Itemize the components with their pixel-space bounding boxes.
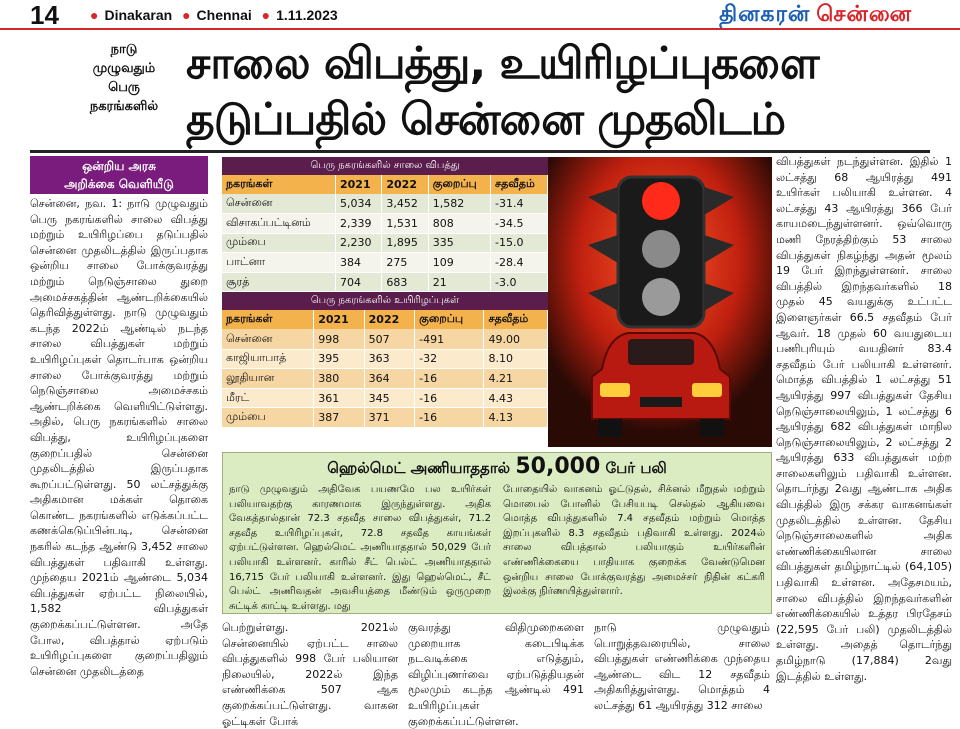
table-cell: சென்னை — [222, 329, 314, 349]
headline-divider — [30, 150, 930, 153]
helmet-title-post: பேர் பலி — [605, 459, 667, 477]
table-row — [222, 329, 548, 349]
bullet-icon: ● — [182, 7, 191, 23]
table-cell: 21 — [428, 272, 490, 292]
stats-tables — [222, 157, 548, 428]
deaths-table — [222, 310, 548, 427]
kicker-line: நாடு — [110, 42, 138, 57]
table-cell: -32 — [415, 349, 484, 369]
helmet-title-number: 50,000 — [515, 454, 601, 479]
traffic-light-car-icon — [548, 157, 772, 447]
table-cell: 998 — [314, 329, 364, 349]
table-header-cell: குறைப்பு — [428, 175, 490, 194]
table-header-cell: 2021 — [335, 175, 381, 194]
helmet-text-left: நாடு முழுவதும் அதிவேக பயணமே பல உயிர்கள் பலியாவதற்கு காரணமாக இருந்துள்ளது. அதிக வேகத்தால்தான் 72.3 சதவீத சாலை விபத்துகள், 71.2 சதவீத உயிரிழப்புகள், 72.8 சதவீத காயங்கள் ஏற்பட்டுள்ளன. ஹெல்மெட் அணியாததால் 50,029 பேர் பலியாகி உள்ளனர். காரில் சீட் பெல்ட் அணியாததால் 16,715 பேர் பலியாகி உள்ளனர். இது ஹெல்மெட், சீட் பெல்ட் அணிவதன் அவசியத்தை மீண்டும் ஒருமுறை சுட்டிக் காட்டி உள்ளது. மது — [229, 484, 491, 612]
table-cell: 8.10 — [484, 349, 548, 369]
table-cell: சென்னை — [222, 194, 335, 214]
headline-line: சாலை விபத்து, உயிரிழப்புகளை — [186, 38, 819, 89]
table-cell: 4.21 — [484, 369, 548, 389]
table-row — [222, 253, 548, 273]
table-title-deaths: பெரு நகரங்களில் உயிரிழப்புகள் — [222, 292, 548, 310]
table-row — [222, 214, 548, 234]
table-cell: 384 — [335, 253, 381, 273]
kicker-line: முழுவதும் — [92, 61, 156, 76]
table-cell: லூதியான — [222, 369, 314, 389]
table-cell: -16 — [415, 408, 484, 428]
table-header-cell: 2022 — [364, 310, 414, 329]
table-cell: -15.0 — [491, 233, 548, 253]
masthead-meta — [84, 7, 338, 23]
publication-name: Dinakaran — [104, 7, 173, 23]
table-cell: 5,034 — [335, 194, 381, 214]
table-header-cell: குறைப்பு — [415, 310, 484, 329]
table-cell: 4.13 — [484, 408, 548, 428]
table-cell: 49.00 — [484, 329, 548, 349]
table-cell: விசாகப்பட்டினம் — [222, 214, 335, 234]
brand-city: சென்னை — [816, 2, 912, 27]
table-header-cell: சதவீதம் — [491, 175, 548, 194]
bullet-icon: ● — [90, 7, 99, 23]
masthead-bar — [0, 0, 960, 30]
brand-name: தினகரன் — [719, 2, 811, 27]
table-header-row — [222, 310, 548, 329]
table-cell: 683 — [382, 272, 428, 292]
article-column-4: நாடு முழுவதும் பொறுத்தவரையில், சாலை விபத்துகள் எண்ணிக்கை முந்தைய ஆண்டை விட 12 சதவீதம் அதிகரித்துள்ளது. மொத்தம் 4 லட்சத்து 61 ஆயிரத்து 312 சாலை — [594, 621, 770, 712]
table-cell: காஜியாபாத் — [222, 349, 314, 369]
table-cell: 364 — [364, 369, 414, 389]
table-cell: மும்பை — [222, 233, 335, 253]
table-row — [222, 408, 548, 428]
table-row — [222, 233, 548, 253]
helmet-sidebar — [222, 452, 772, 614]
helmet-sidebar-title — [223, 453, 771, 481]
table-title-accidents: பெரு நகரங்களில் சாலை விபத்து — [222, 157, 548, 175]
table-cell: -491 — [415, 329, 484, 349]
bullet-icon: ● — [261, 7, 271, 23]
kicker-line: நகரங்களில் — [89, 99, 159, 114]
table-cell: -28.4 — [491, 253, 548, 273]
page-number: 14 — [30, 0, 59, 30]
brand-logo — [719, 2, 912, 30]
table-cell: 507 — [364, 329, 414, 349]
headline-kicker — [70, 40, 178, 116]
table-cell: பாட்னா — [222, 253, 335, 273]
article-column-2: பெற்றுள்ளது. 2021ல் சென்னையில் ஏற்பட்ட சாலை விபத்துகளில் 998 பேர் பலியான நிலையில், 2022ல் இந்த எண்ணிக்கை 507 ஆக குறைக்கப்பட்டுள்ளது. வாகன ஓட்டிகள் போக் — [222, 621, 398, 728]
article-column-1: சென்னை, நவ. 1: நாடு முழுவதும் பெரு நகரங்களில் சாலை விபத்து மற்றும் உயிரிழப்பை தடுப்பதில் சென்னை முதலிடத்தில் இருப்பதாக ஒன்றிய சாலை போக்குவரத்து மற்றும் நெடுஞ்சாலை துறை அமைச்சகத்தின் ஆண்டறிக்கையில் தெரிவித்துள்ளது. நாடு முழுவதும் கடந்த 2022ம் ஆண்டில் நடந்த சாலை விபத்துகள் மற்றும் உயிரிழப்புகள் தொடர்பாக ஒன்றிய சாலை போக்குவரத்து மற்றும் நெடுஞ்சாலை அமைச்சகம் ஆண்டறிக்கை வெளியிட்டுள்ளது. அதில், பெரு நகரங்களில் சாலை விபத்து, உயிரிழப்புகளை குறைப்பதில் சென்னை முதலிடத்தில் இருப்பதாக கூறப்பட்டுள்ளது. 50 லட்சத்துக்கு அதிகமான மக்கள் தொகை கொண்ட நகரங்களில் எடுக்கப்பட்ட கணக்கெடுப்பின்படி, சென்னை நகரில் கடந்த ஆண்டு 3,452 சாலை விபத்துகள் பதிவாகி உள்ளது. முந்தைய 2021ம் ஆண்டை 5,034 விபத்துகள் ஏற்பட்ட நிலையில், 1,582 விபத்துகள் குறைக்கப்பட்டுள்ளன. அதே போல, விபத்தால் ஏற்படும் உயிரிழப்புகளை குறைப்பதிலும் சென்னை முதலிடத்தை — [30, 197, 208, 678]
table-cell: 371 — [364, 408, 414, 428]
table-row — [222, 349, 548, 369]
subhead-line: அறிக்கை வெளியீடு — [64, 177, 174, 191]
table-cell: 335 — [428, 233, 490, 253]
table-cell: 345 — [364, 388, 414, 408]
table-cell: 2,230 — [335, 233, 381, 253]
table-row — [222, 369, 548, 389]
table-header-cell: 2022 — [382, 175, 428, 194]
edition-date: 1.11.2023 — [276, 7, 338, 23]
table-cell: 395 — [314, 349, 364, 369]
table-cell: 808 — [428, 214, 490, 234]
table-cell: சூரத் — [222, 272, 335, 292]
article-column-5: விபத்துகள் நடந்துள்ளன. இதில் 1 லட்சத்து 68 ஆயிரத்து 491 உயிர்கள் பலியாகி உள்ளன. 4 லட்சத்து 43 ஆயிரத்து 366 பேர் காயமடைந்துள்ளனர். ஒவ்வொரு மணி நேரத்திற்கும் 53 சாலை விபத்துகள் நிகழ்ந்து அதன் மூலம் 19 பேர் இறந்துள்ளனர். சாலை விபத்தில் இறந்தவர்களில் 18 முதல் 45 வயதுக்கு உட்பட்ட இளைஞர்கள் 66.5 சதவீதம் பேர் ஆவர். 18 முதல் 60 வயதுடைய பணிபுரியும் வயதினர் 83.4 சதவீதம் பேர் பலியாகி உள்ளனர். மொத்த விபத்தில் 1 லட்சத்து 51 ஆயிரத்து 997 விபத்துகள் தேசிய நெடுஞ்சாலையிலும், 1 லட்சத்து 6 ஆயிரத்து 682 விபத்துகள் மாநில நெடுஞ்சாலையிலும், 2 லட்சத்து 2 ஆயிரத்து 633 விபத்துகள் மற்ற சாலைகளிலும் பதிவாகி உள்ளன. தொடர்ந்து 2வது ஆண்டாக அதிக விபத்தில் இரு சக்கர வாகனங்கள் முதலிடத்தில் உள்ளன. தேசிய நெடுஞ்சாலைகளில் அதிக எண்ணிக்கையிலான சாலை விபத்துகள் தமிழ்நாட்டில் (64,105) பதிவாகி உள்ளன. அதேசமயம், சாலை விபத்தில் இறந்தவர்களின் எண்ணிக்கையில் உத்தர பிரதேசம் (22,595 பேர் பலி) முதலிடத்தில் உள்ளது. அதைத் தொடர்ந்து தமிழ்நாடு (17,884) 2வது இடத்தில் உள்ளது. — [776, 155, 952, 683]
table-row — [222, 388, 548, 408]
headline-line: தடுப்பதில் சென்னை முதலிடம் — [186, 94, 785, 145]
table-cell: 363 — [364, 349, 414, 369]
table-cell: 361 — [314, 388, 364, 408]
table-cell: 275 — [382, 253, 428, 273]
table-cell: -3.0 — [491, 272, 548, 292]
table-header-cell: 2021 — [314, 310, 364, 329]
table-cell: -34.5 — [491, 214, 548, 234]
traffic-light-illustration — [548, 157, 772, 447]
table-cell: -16 — [415, 388, 484, 408]
edition-city: Chennai — [196, 7, 252, 23]
table-cell: 704 — [335, 272, 381, 292]
table-cell: -31.4 — [491, 194, 548, 214]
helmet-text-right: போதையில் வாகனம் ஓட்டுதல், சிக்னல் மீறுதல் மற்றும் மொபைல் போனில் பேசியபடி செல்தல் ஆகியவை மொத்த விபத்துகளில் 7.4 சதவீதம் மற்றும் மொத்த இறப்புகளில் 8.3 சதவீதம் பதிவாகி உள்ளது. 2024ல் சாலை விபத்தால் பலியாகும் உயிர்களின் எண்ணிக்கையை பாதியாக குறைக்க வேண்டுமென ஒன்றிய சாலை போக்குவரத்து அமைச்சர் நிதின் கட்கரி இலக்கு நிர்ணயித்துள்ளார். — [503, 484, 765, 598]
table-cell: 4.43 — [484, 388, 548, 408]
table-cell: 2,339 — [335, 214, 381, 234]
subhead-box — [30, 156, 208, 194]
table-cell: 1,531 — [382, 214, 428, 234]
table-header-row — [222, 175, 548, 194]
table-cell: 109 — [428, 253, 490, 273]
kicker-line: பெரு — [108, 80, 140, 95]
table-cell: 387 — [314, 408, 364, 428]
table-header-cell: சதவீதம் — [484, 310, 548, 329]
table-cell: 1,582 — [428, 194, 490, 214]
table-header-cell: நகரங்கள் — [222, 310, 314, 329]
table-cell: மீரட் — [222, 388, 314, 408]
table-cell: 1,895 — [382, 233, 428, 253]
article-column-3: குவரத்து விதிமுறைகளை முறையாக கடைபிடிக்க நடவடிக்கை எடுத்தும், விழிப்புணர்வை ஏற்படுத்தியதன் மூலமும் கடந்த ஆண்டில் 491 உயிரிழப்புகள் குறைக்கப்பட்டுள்ளன. — [408, 621, 584, 728]
helmet-title-pre: ஹெல்மெட் அணியாததால் — [327, 459, 511, 477]
table-cell: -16 — [415, 369, 484, 389]
table-cell: 3,452 — [382, 194, 428, 214]
table-row — [222, 272, 548, 292]
headline — [186, 36, 886, 148]
table-cell: 380 — [314, 369, 364, 389]
table-cell: மும்பை — [222, 408, 314, 428]
subhead-line: ஒன்றிய அரசு — [82, 159, 156, 173]
table-header-cell: நகரங்கள் — [222, 175, 335, 194]
accidents-table — [222, 175, 548, 292]
table-row — [222, 194, 548, 214]
